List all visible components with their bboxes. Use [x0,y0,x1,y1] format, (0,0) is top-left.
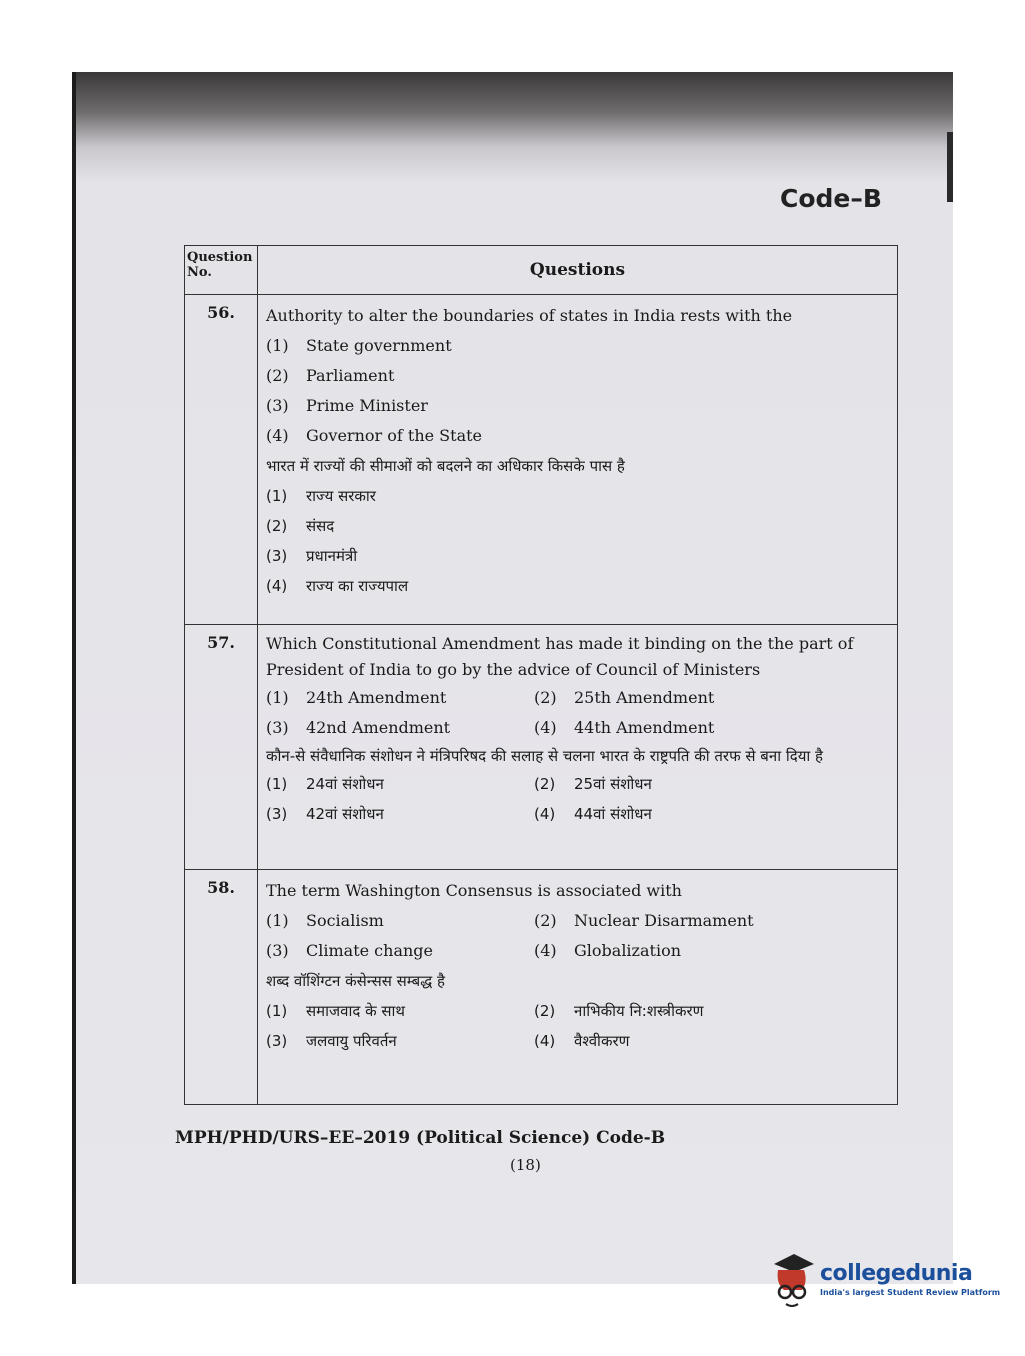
question-stem-en: Authority to alter the boundaries of states in India rests with the [266,306,793,325]
option: (3) Climate change [266,941,433,960]
student-mascot-icon [768,1250,816,1308]
question-stem-hi: कौन-से संवैधानिक संशोधन ने मंत्रिपरिषद की सलाह से चलना भारत के राष्ट्रपति की तरफ से बना दिया है [266,747,824,765]
question-body [258,295,898,625]
option: (3) 42nd Amendment [266,718,451,737]
options-grid-en [266,683,889,743]
question-body [258,870,898,1105]
question-stem-hi: भारत में राज्यों की सीमाओं को बदलने का अधिकार किसके पास है [266,457,625,475]
option: (2) Nuclear Disarmament [534,911,754,930]
logo-tagline: India's largest Student Review Platform [820,1288,1001,1297]
option: (2) Parliament [266,366,395,385]
option-hi: (3) जलवायु परिवर्तन [266,1032,397,1050]
logo-name: collegedunia [820,1261,973,1286]
option-hi: (1) राज्य सरकार [266,487,376,505]
option-hi: (3) 42वां संशोधन [266,805,384,823]
table-header-row [185,246,898,295]
option-hi: (4) राज्य का राज्यपाल [266,577,409,595]
table-row [185,625,898,870]
option-hi: (4) वैश्वीकरण [534,1032,630,1050]
options-grid-en [266,906,889,966]
question-stem-en: The term Washington Consensus is associated with [266,881,682,900]
option: (1) Socialism [266,911,384,930]
questions-table [184,245,898,1105]
question-number: 57. [185,625,258,870]
code-header: Code–B [780,184,882,213]
question-stem-en: Which Constitutional Amendment has made it binding on the the part of President of India to go by the advice of Council of Ministers [266,634,854,679]
page-number: (18) [510,1156,541,1174]
collegedunia-logo [768,1250,1000,1308]
option: (4) Governor of the State [266,426,482,445]
question-stem-hi: शब्द वॉशिंग्टन कंसेन्सस सम्बद्ध है [266,972,445,990]
option-hi: (3) प्रधानमंत्री [266,547,358,565]
option: (3) Prime Minister [266,396,428,415]
option-hi: (1) 24वां संशोधन [266,775,384,793]
question-body [258,625,898,870]
header-questions: Questions [258,246,898,295]
table-row [185,870,898,1105]
page-footer: MPH/PHD/URS–EE–2019 (Political Science) Code-B [175,1128,666,1148]
question-number: 58. [185,870,258,1105]
question-number: 56. [185,295,258,625]
option: (2) 25th Amendment [534,688,715,707]
options-grid-hi [266,769,889,829]
table-row [185,295,898,625]
scan-edge-left [72,72,76,1284]
option-hi: (2) 25वां संशोधन [534,775,652,793]
scan-edge-right [947,132,953,202]
option: (4) 44th Amendment [534,718,715,737]
option-hi: (2) नाभिकीय नि:शस्त्रीकरण [534,1002,704,1020]
option: (4) Globalization [534,941,681,960]
option-hi: (1) समाजवाद के साथ [266,1002,405,1020]
option: (1) 24th Amendment [266,688,447,707]
options-grid-hi [266,996,889,1056]
option-hi: (2) संसद [266,517,335,535]
header-question-no: Question No. [185,246,258,295]
option-hi: (4) 44वां संशोधन [534,805,652,823]
option: (1) State government [266,336,452,355]
